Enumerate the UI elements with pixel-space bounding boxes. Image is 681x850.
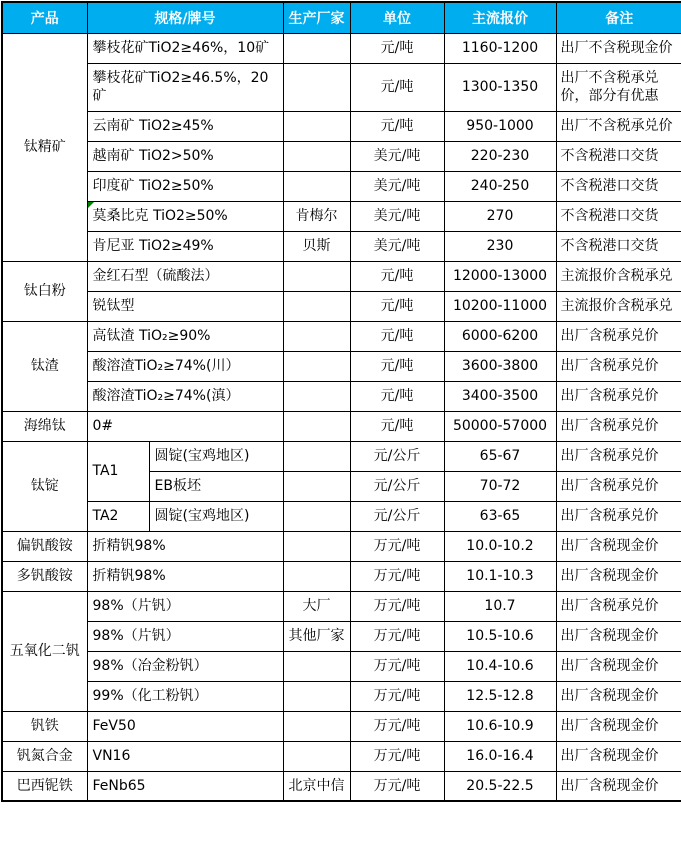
table-row xyxy=(2,291,681,321)
table-row xyxy=(2,141,681,171)
price-cell: 10.6-10.9 xyxy=(444,711,556,741)
unit-cell: 元/吨 xyxy=(350,381,444,411)
product-cell: 钛渣 xyxy=(2,321,87,411)
spec-cell: 98%（片钒） xyxy=(87,591,283,621)
spec-detail-cell: 圆锭(宝鸡地区) xyxy=(149,441,283,471)
note-cell: 出厂含税现金价 xyxy=(556,681,681,711)
manufacturer-cell: 北京中信 xyxy=(283,771,350,801)
note-cell: 主流报价含税承兑 xyxy=(556,261,681,291)
price-cell: 10.1-10.3 xyxy=(444,561,556,591)
table-row xyxy=(2,621,681,651)
manufacturer-cell xyxy=(283,711,350,741)
note-cell: 出厂含税现金价 xyxy=(556,651,681,681)
header-price: 主流报价 xyxy=(444,2,556,33)
note-cell: 出厂含税现金价 xyxy=(556,741,681,771)
note-cell: 出厂含税承兑价 xyxy=(556,471,681,501)
spec-cell: VN16 xyxy=(87,741,283,771)
table-row xyxy=(2,411,681,441)
price-cell: 10.7 xyxy=(444,591,556,621)
product-cell: 钛精矿 xyxy=(2,33,87,261)
unit-cell: 美元/吨 xyxy=(350,141,444,171)
note-cell: 出厂含税现金价 xyxy=(556,531,681,561)
unit-cell: 元/公斤 xyxy=(350,441,444,471)
note-cell: 出厂不含税承兑价，部分有优惠 xyxy=(556,63,681,111)
header-product: 产品 xyxy=(2,2,87,33)
unit-cell: 万元/吨 xyxy=(350,531,444,561)
unit-cell: 元/吨 xyxy=(350,111,444,141)
table-row xyxy=(2,561,681,591)
price-cell: 230 xyxy=(444,231,556,261)
note-cell: 不含税港口交货 xyxy=(556,231,681,261)
price-cell: 270 xyxy=(444,201,556,231)
manufacturer-cell xyxy=(283,381,350,411)
note-cell: 出厂含税承兑价 xyxy=(556,411,681,441)
spec-cell: 锐钛型 xyxy=(87,291,283,321)
manufacturer-cell xyxy=(283,141,350,171)
price-cell: 1300-1350 xyxy=(444,63,556,111)
manufacturer-cell: 其他厂家 xyxy=(283,621,350,651)
note-cell: 出厂含税承兑价 xyxy=(556,321,681,351)
note-cell: 出厂不含税承兑价 xyxy=(556,111,681,141)
spec-cell: 金红石型（硫酸法） xyxy=(87,261,283,291)
spec-cell: 酸溶渣TiO₂≥74%(川） xyxy=(87,351,283,381)
product-cell: 钒氮合金 xyxy=(2,741,87,771)
price-cell: 10.5-10.6 xyxy=(444,621,556,651)
table-row xyxy=(2,741,681,771)
note-cell: 出厂含税现金价 xyxy=(556,711,681,741)
spec-cell: 印度矿 TiO2≥50% xyxy=(87,171,283,201)
product-cell: 钛锭 xyxy=(2,441,87,531)
product-cell: 钛白粉 xyxy=(2,261,87,321)
price-cell: 220-230 xyxy=(444,141,556,171)
table-row xyxy=(2,381,681,411)
table-row xyxy=(2,261,681,291)
unit-cell: 元/公斤 xyxy=(350,501,444,531)
manufacturer-cell xyxy=(283,63,350,111)
spec-cell: 攀枝花矿TiO2≥46.5%，20矿 xyxy=(87,63,283,111)
price-cell: 50000-57000 xyxy=(444,411,556,441)
price-cell: 10.4-10.6 xyxy=(444,651,556,681)
spec-cell: 肯尼亚 TiO2≥49% xyxy=(87,231,283,261)
note-cell: 出厂不含税现金价 xyxy=(556,33,681,63)
table-row xyxy=(2,531,681,561)
unit-cell: 元/吨 xyxy=(350,63,444,111)
spec-cell: 98%（冶金粉钒） xyxy=(87,651,283,681)
table-row xyxy=(2,351,681,381)
manufacturer-cell xyxy=(283,111,350,141)
spec-cell: 高钛渣 TiO₂≥90% xyxy=(87,321,283,351)
price-cell: 12.5-12.8 xyxy=(444,681,556,711)
unit-cell: 元/公斤 xyxy=(350,471,444,501)
note-cell: 出厂含税承兑价 xyxy=(556,591,681,621)
note-cell: 出厂含税承兑价 xyxy=(556,501,681,531)
header-spec: 规格/牌号 xyxy=(87,2,283,33)
unit-cell: 万元/吨 xyxy=(350,591,444,621)
price-sheet xyxy=(0,1,681,850)
header-row xyxy=(2,2,681,33)
table-row xyxy=(2,171,681,201)
spec-detail-cell: 圆锭(宝鸡地区) xyxy=(149,501,283,531)
table-row xyxy=(2,111,681,141)
unit-cell: 万元/吨 xyxy=(350,561,444,591)
table-row xyxy=(2,711,681,741)
unit-cell: 元/吨 xyxy=(350,351,444,381)
spec-cell: 折精钒98% xyxy=(87,561,283,591)
price-cell: 20.5-22.5 xyxy=(444,771,556,801)
manufacturer-cell xyxy=(283,441,350,471)
table-row xyxy=(2,651,681,681)
price-table-body xyxy=(2,33,681,801)
unit-cell: 美元/吨 xyxy=(350,201,444,231)
unit-cell: 元/吨 xyxy=(350,33,444,63)
manufacturer-cell xyxy=(283,531,350,561)
price-cell: 16.0-16.4 xyxy=(444,741,556,771)
note-cell: 不含税港口交货 xyxy=(556,171,681,201)
table-row xyxy=(2,681,681,711)
unit-cell: 万元/吨 xyxy=(350,621,444,651)
spec-cell: 99%（化工粉钒） xyxy=(87,681,283,711)
unit-cell: 元/吨 xyxy=(350,411,444,441)
price-cell: 65-67 xyxy=(444,441,556,471)
spec-cell: 折精钒98% xyxy=(87,531,283,561)
unit-cell: 万元/吨 xyxy=(350,681,444,711)
manufacturer-cell: 贝斯 xyxy=(283,231,350,261)
comment-marker-icon xyxy=(88,202,94,208)
price-cell: 240-250 xyxy=(444,171,556,201)
manufacturer-cell xyxy=(283,261,350,291)
spec-cell: 攀枝花矿TiO2≥46%，10矿 xyxy=(87,33,283,63)
product-cell: 偏钒酸铵 xyxy=(2,531,87,561)
unit-cell: 美元/吨 xyxy=(350,171,444,201)
header-unit: 单位 xyxy=(350,2,444,33)
price-cell: 12000-13000 xyxy=(444,261,556,291)
manufacturer-cell xyxy=(283,471,350,501)
note-cell: 出厂含税承兑价 xyxy=(556,441,681,471)
price-cell: 10200-11000 xyxy=(444,291,556,321)
manufacturer-cell: 大厂 xyxy=(283,591,350,621)
table-row xyxy=(2,441,681,471)
manufacturer-cell: 肯梅尔 xyxy=(283,201,350,231)
product-cell: 多钒酸铵 xyxy=(2,561,87,591)
manufacturer-cell xyxy=(283,351,350,381)
price-cell: 950-1000 xyxy=(444,111,556,141)
spec-cell: 0# xyxy=(87,411,283,441)
spec-cell: FeNb65 xyxy=(87,771,283,801)
product-cell: 钒铁 xyxy=(2,711,87,741)
note-cell: 出厂含税现金价 xyxy=(556,771,681,801)
table-row xyxy=(2,63,681,111)
table-row xyxy=(2,231,681,261)
manufacturer-cell xyxy=(283,681,350,711)
price-cell: 70-72 xyxy=(444,471,556,501)
manufacturer-cell xyxy=(283,171,350,201)
note-cell: 出厂含税现金价 xyxy=(556,561,681,591)
price-cell: 6000-6200 xyxy=(444,321,556,351)
product-cell: 五氧化二钒 xyxy=(2,591,87,711)
header-note: 备注 xyxy=(556,2,681,33)
manufacturer-cell xyxy=(283,411,350,441)
manufacturer-cell xyxy=(283,501,350,531)
note-cell: 出厂含税现金价 xyxy=(556,621,681,651)
spec-cell: 越南矿 TiO2>50% xyxy=(87,141,283,171)
price-cell: 3400-3500 xyxy=(444,381,556,411)
spec-grade-cell: TA1 xyxy=(87,441,149,501)
spec-cell: 酸溶渣TiO₂≥74%(滇） xyxy=(87,381,283,411)
note-cell: 出厂含税承兑价 xyxy=(556,381,681,411)
manufacturer-cell xyxy=(283,321,350,351)
note-cell: 不含税港口交货 xyxy=(556,201,681,231)
unit-cell: 元/吨 xyxy=(350,321,444,351)
unit-cell: 万元/吨 xyxy=(350,741,444,771)
header-manufacturer: 生产厂家 xyxy=(283,2,350,33)
spec-cell: 云南矿 TiO2≥45% xyxy=(87,111,283,141)
unit-cell: 美元/吨 xyxy=(350,231,444,261)
unit-cell: 万元/吨 xyxy=(350,651,444,681)
manufacturer-cell xyxy=(283,291,350,321)
manufacturer-cell xyxy=(283,741,350,771)
manufacturer-cell xyxy=(283,561,350,591)
table-row xyxy=(2,501,681,531)
price-cell: 63-65 xyxy=(444,501,556,531)
table-row xyxy=(2,201,681,231)
price-cell: 3600-3800 xyxy=(444,351,556,381)
table-row xyxy=(2,771,681,801)
unit-cell: 元/吨 xyxy=(350,291,444,321)
note-cell: 主流报价含税承兑 xyxy=(556,291,681,321)
note-cell: 出厂含税承兑价 xyxy=(556,351,681,381)
spec-grade-cell: TA2 xyxy=(87,501,149,531)
price-cell: 1160-1200 xyxy=(444,33,556,63)
unit-cell: 万元/吨 xyxy=(350,711,444,741)
unit-cell: 万元/吨 xyxy=(350,771,444,801)
table-header xyxy=(2,2,681,33)
product-cell: 巴西铌铁 xyxy=(2,771,87,801)
spec-cell: 98%（片钒） xyxy=(87,621,283,651)
price-cell: 10.0-10.2 xyxy=(444,531,556,561)
manufacturer-cell xyxy=(283,33,350,63)
table-row xyxy=(2,33,681,63)
spec-detail-cell: EB板坯 xyxy=(149,471,283,501)
manufacturer-cell xyxy=(283,651,350,681)
spec-cell: 莫桑比克 TiO2≥50% xyxy=(87,201,283,231)
note-cell: 不含税港口交货 xyxy=(556,141,681,171)
spec-cell: FeV50 xyxy=(87,711,283,741)
unit-cell: 元/吨 xyxy=(350,261,444,291)
price-table xyxy=(1,1,681,802)
table-row xyxy=(2,321,681,351)
table-row xyxy=(2,591,681,621)
product-cell: 海绵钛 xyxy=(2,411,87,441)
